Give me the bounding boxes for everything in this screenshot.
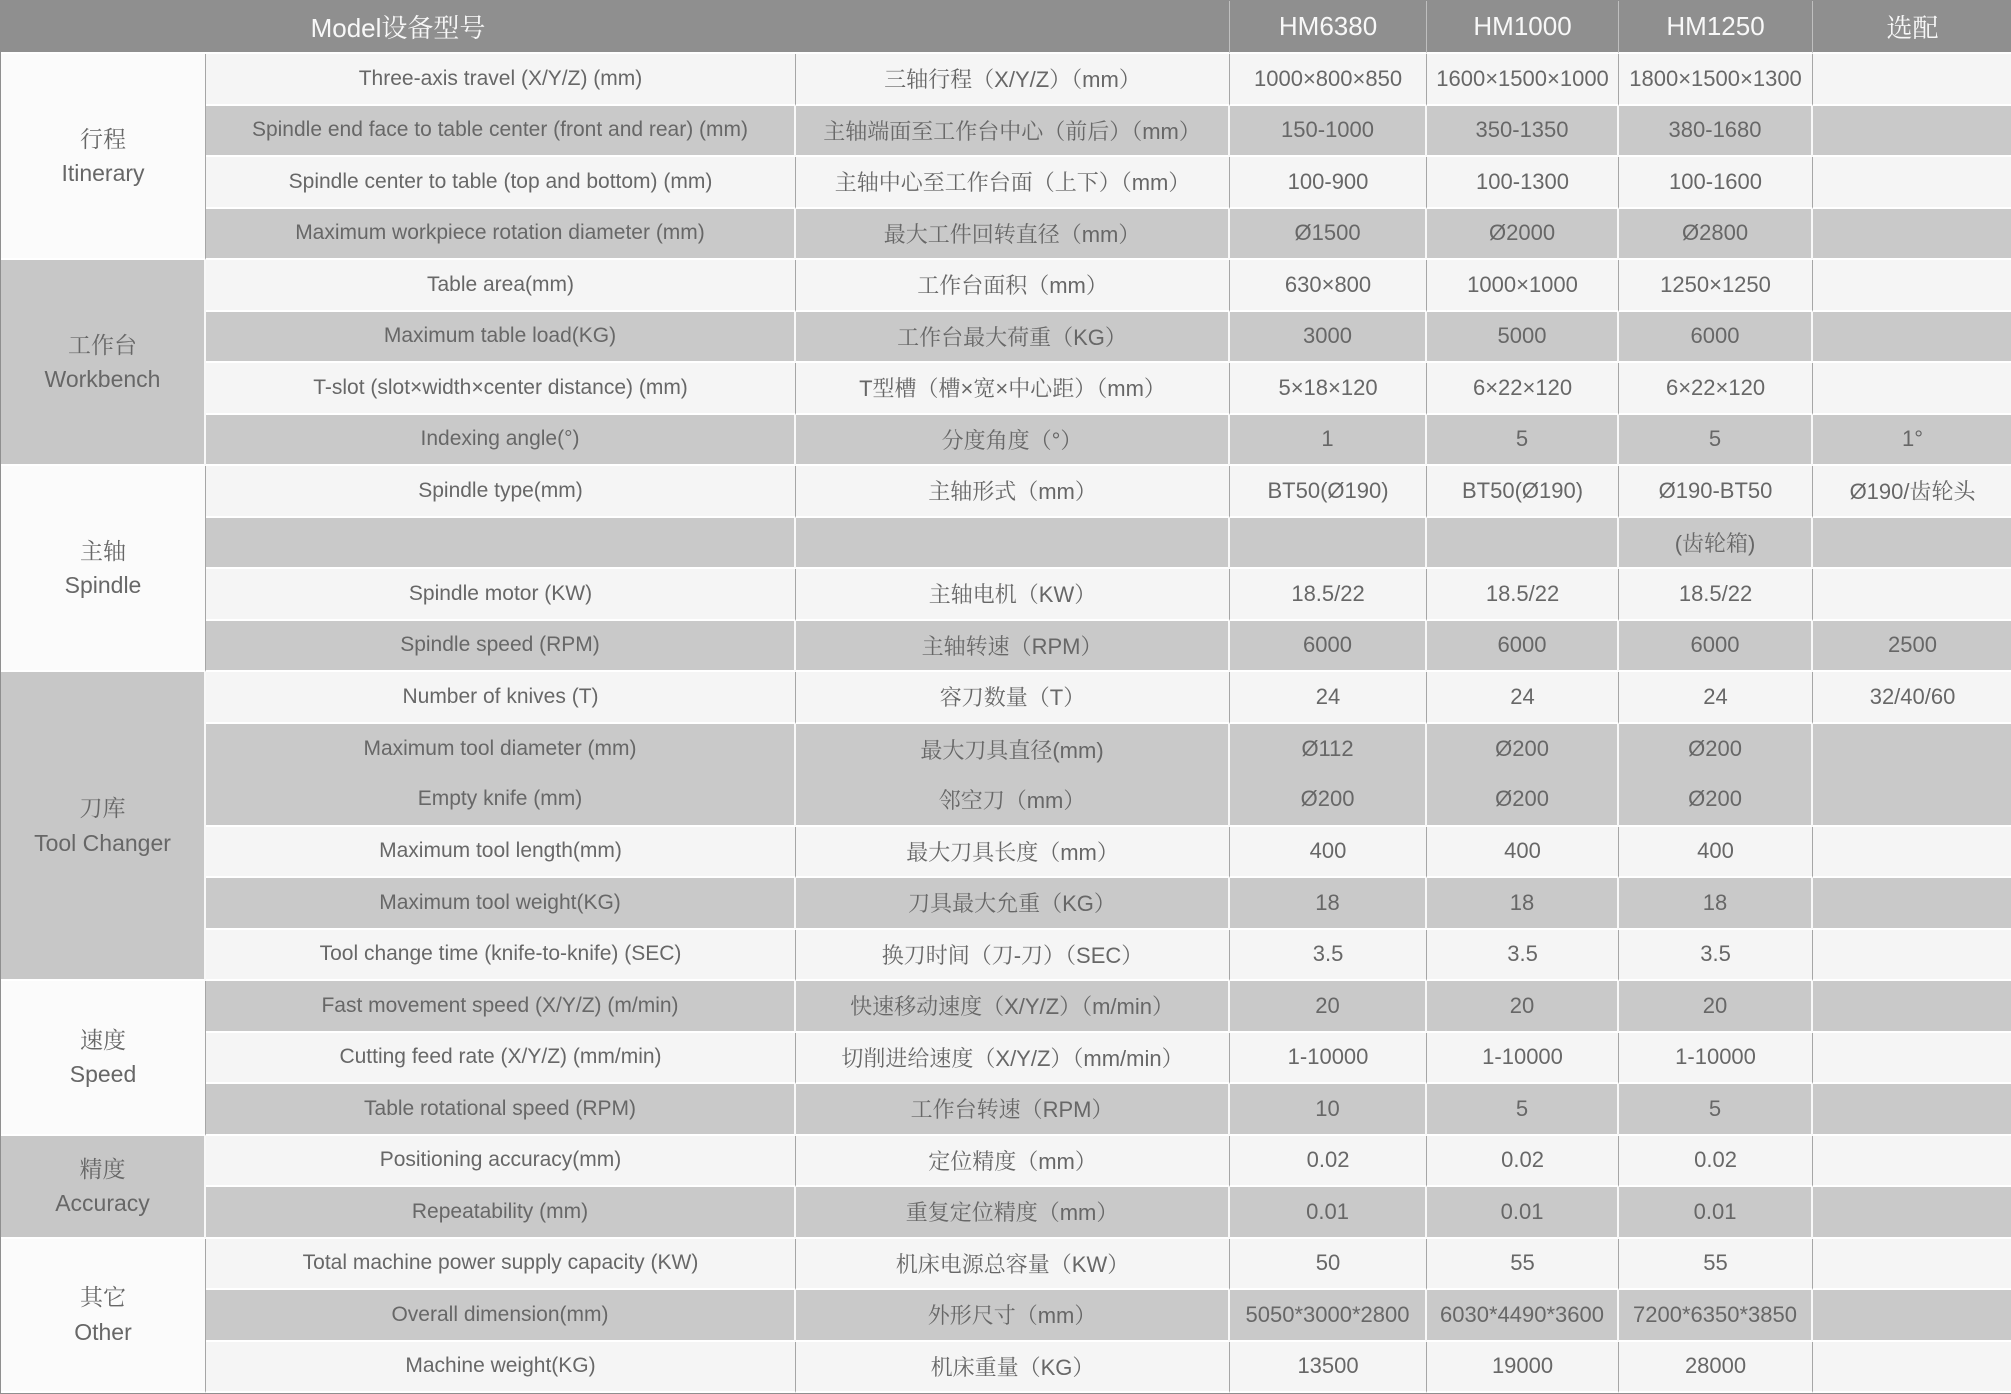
spec-name-zh: 主轴中心至工作台面（上下）（mm） — [796, 157, 1230, 209]
value-optional: 32/40/60 — [1813, 672, 2011, 724]
value-optional: 2500 — [1813, 621, 2011, 673]
value-hm1250: 24 — [1619, 672, 1813, 724]
header-row — [1, 1, 2011, 54]
value-hm6380: 24 — [1230, 672, 1427, 724]
value-hm6380: BT50(Ø190) — [1230, 466, 1427, 518]
value-hm1000: 24 — [1427, 672, 1619, 724]
spec-name-zh — [796, 724, 1230, 827]
value-hm1000: BT50(Ø190) — [1427, 466, 1619, 518]
spec-name-en: Maximum tool weight(KG) — [206, 878, 796, 930]
value-optional — [1813, 827, 2011, 879]
value-hm1000: 55 — [1427, 1239, 1619, 1291]
column-header-hm1250: HM1250 — [1619, 1, 1813, 54]
spec-row — [1, 827, 2011, 879]
value-hm6380: 0.01 — [1230, 1187, 1427, 1239]
value-hm1250: 7200*6350*3850 — [1619, 1290, 1813, 1342]
value-hm1000: Ø2000 — [1427, 209, 1619, 261]
value-optional — [1813, 54, 2011, 106]
value-hm6380: 20 — [1230, 981, 1427, 1033]
category-cell-other — [1, 1239, 206, 1394]
category-label-en: Spindle — [64, 572, 142, 598]
value-hm1250: 18.5/22 — [1619, 569, 1813, 621]
value-optional — [1813, 1290, 2011, 1342]
spec-row — [1, 363, 2011, 415]
category-label-en: Workbench — [44, 366, 161, 392]
category-label-zh: 行程 — [80, 125, 126, 152]
spec-name-en-line2: Empty knife (mm) — [417, 787, 583, 810]
value-hm6380: 10 — [1230, 1084, 1427, 1136]
category-label-zh: 其它 — [80, 1284, 126, 1311]
value-hm6380 — [1230, 518, 1427, 570]
spec-name-en: Overall dimension(mm) — [206, 1290, 796, 1342]
spec-name-zh: 工作台转速（RPM） — [796, 1084, 1230, 1136]
value-hm1250: 3.5 — [1619, 930, 1813, 982]
spec-row — [1, 260, 2011, 312]
spec-row — [1, 54, 2011, 106]
value-hm1250: Ø2800 — [1619, 209, 1813, 261]
spec-name-en: Table area(mm) — [206, 260, 796, 312]
value-hm6380: 13500 — [1230, 1342, 1427, 1394]
value-optional — [1813, 569, 2011, 621]
spec-name-zh: 容刀数量（T） — [796, 672, 1230, 724]
value-hm1000: 0.01 — [1427, 1187, 1619, 1239]
spec-row — [1, 1084, 2011, 1136]
value-hm6380: 1000×800×850 — [1230, 54, 1427, 106]
spec-name-en: Spindle motor (KW) — [206, 569, 796, 621]
category-cell-spindle — [1, 466, 206, 672]
spec-name-zh: 快速移动速度（X/Y/Z）（m/min） — [796, 981, 1230, 1033]
spec-name-en: Spindle end face to table center (front and rear) (mm) — [206, 106, 796, 158]
value-optional — [1813, 1342, 2011, 1394]
value-hm1000: 18.5/22 — [1427, 569, 1619, 621]
spec-row — [1, 1342, 2011, 1394]
category-label-en: Accuracy — [55, 1190, 150, 1216]
value-line1: Ø200 — [1495, 736, 1549, 761]
spec-name-zh: 主轴端面至工作台中心（前后）（mm） — [796, 106, 1230, 158]
column-header-hm1000: HM1000 — [1427, 1, 1619, 54]
spec-row — [1, 209, 2011, 261]
value-line1: Ø112 — [1301, 736, 1354, 761]
spec-name-zh: 机床重量（KG） — [796, 1342, 1230, 1394]
spec-name-en-line1: Maximum tool diameter (mm) — [363, 737, 637, 760]
value-optional: Ø190/齿轮头 — [1813, 466, 2011, 518]
spec-row — [1, 878, 2011, 930]
value-optional — [1813, 1187, 2011, 1239]
value-line2: Ø200 — [1495, 786, 1549, 811]
spec-name-en: Spindle center to table (top and bottom) (mm) — [206, 157, 796, 209]
spec-name-en — [206, 518, 796, 570]
spec-name-en: Fast movement speed (X/Y/Z) (m/min) — [206, 981, 796, 1033]
value-hm1000: 400 — [1427, 827, 1619, 879]
value-hm6380: Ø1500 — [1230, 209, 1427, 261]
spec-name-en: Maximum tool length(mm) — [206, 827, 796, 879]
value-hm1000: 1600×1500×1000 — [1427, 54, 1619, 106]
value-optional — [1813, 312, 2011, 364]
model-header-cell: Model设备型号 — [1, 1, 1230, 54]
value-hm6380: 5050*3000*2800 — [1230, 1290, 1427, 1342]
value-hm6380: 400 — [1230, 827, 1427, 879]
spec-name-en: Total machine power supply capacity (KW) — [206, 1239, 796, 1291]
spec-row — [1, 312, 2011, 364]
spec-row — [1, 415, 2011, 467]
spec-name-en — [206, 724, 796, 827]
spec-row — [1, 1033, 2011, 1085]
value-hm1250: 5 — [1619, 415, 1813, 467]
value-optional — [1813, 209, 2011, 261]
spec-row-double — [1, 724, 2011, 827]
spec-name-zh: T型槽（槽×宽×中心距）（mm） — [796, 363, 1230, 415]
value-hm1000: 350-1350 — [1427, 106, 1619, 158]
value-hm6380: 630×800 — [1230, 260, 1427, 312]
spec-row — [1, 1187, 2011, 1239]
category-label-en: Itinerary — [61, 160, 145, 186]
value-line2: Ø200 — [1688, 786, 1742, 811]
category-cell-speed — [1, 981, 206, 1136]
spec-name-zh: 切削进给速度（X/Y/Z）（mm/min） — [796, 1033, 1230, 1085]
category-label-zh: 主轴 — [80, 537, 126, 564]
spec-name-en: Repeatability (mm) — [206, 1187, 796, 1239]
spec-name-en: Maximum workpiece rotation diameter (mm) — [206, 209, 796, 261]
category-cell-itinerary — [1, 54, 206, 260]
value-hm1250: 6000 — [1619, 312, 1813, 364]
value-hm6380: 1 — [1230, 415, 1427, 467]
value-hm6380: 100-900 — [1230, 157, 1427, 209]
value-hm6380: 3000 — [1230, 312, 1427, 364]
value-hm1000 — [1427, 724, 1619, 827]
value-hm1250: 380-1680 — [1619, 106, 1813, 158]
category-label-en: Tool Changer — [34, 829, 171, 856]
spec-name-zh: 最大刀具长度（mm） — [796, 827, 1230, 879]
value-hm1000: 3.5 — [1427, 930, 1619, 982]
spec-row — [1, 672, 2011, 724]
spec-name-zh: 重复定位精度（mm） — [796, 1187, 1230, 1239]
spec-row — [1, 157, 2011, 209]
value-hm1250: 5 — [1619, 1084, 1813, 1136]
value-optional — [1813, 1084, 2011, 1136]
category-label-en: Other — [74, 1318, 132, 1345]
spec-name-zh: 主轴转速（RPM） — [796, 621, 1230, 673]
spec-row — [1, 466, 2011, 518]
value-hm1000: 0.02 — [1427, 1136, 1619, 1188]
value-hm6380: 18.5/22 — [1230, 569, 1427, 621]
value-hm1000: 5 — [1427, 1084, 1619, 1136]
value-hm1250: Ø190-BT50 — [1619, 466, 1813, 518]
value-hm6380: 50 — [1230, 1239, 1427, 1291]
spec-name-en: Indexing angle(°) — [206, 415, 796, 467]
value-hm1000: 20 — [1427, 981, 1619, 1033]
spec-row — [1, 930, 2011, 982]
value-optional — [1813, 106, 2011, 158]
value-hm1250 — [1619, 724, 1813, 827]
value-optional — [1813, 157, 2011, 209]
value-optional — [1813, 930, 2011, 982]
value-hm1000: 1000×1000 — [1427, 260, 1619, 312]
spec-name-zh: 工作台最大荷重（KG） — [796, 312, 1230, 364]
value-hm6380: 0.02 — [1230, 1136, 1427, 1188]
value-optional — [1813, 1136, 2011, 1188]
category-label-zh: 工作台 — [68, 331, 137, 358]
spec-name-en: Maximum table load(KG) — [206, 312, 796, 364]
value-hm1000: 100-1300 — [1427, 157, 1619, 209]
spec-name-zh: 主轴电机（KW） — [796, 569, 1230, 621]
column-header-hm6380: HM6380 — [1230, 1, 1427, 54]
spec-name-en: Positioning accuracy(mm) — [206, 1136, 796, 1188]
value-optional: 1° — [1813, 415, 2011, 467]
spec-name-zh: 分度角度（°） — [796, 415, 1230, 467]
spec-name-zh — [796, 518, 1230, 570]
value-hm1250: 18 — [1619, 878, 1813, 930]
spec-name-en: Three-axis travel (X/Y/Z) (mm) — [206, 54, 796, 106]
value-hm1250: 100-1600 — [1619, 157, 1813, 209]
value-optional — [1813, 981, 2011, 1033]
spec-name-en: Table rotational speed (RPM) — [206, 1084, 796, 1136]
value-hm1000: 18 — [1427, 878, 1619, 930]
category-cell-accuracy — [1, 1136, 206, 1239]
value-optional — [1813, 1033, 2011, 1085]
category-label-zh: 精度 — [79, 1155, 126, 1182]
spec-name-zh: 最大工件回转直径（mm） — [796, 209, 1230, 261]
value-hm1250: 0.02 — [1619, 1136, 1813, 1188]
value-hm1000: 19000 — [1427, 1342, 1619, 1394]
spec-name-zh: 工作台面积（mm） — [796, 260, 1230, 312]
value-line2: Ø200 — [1300, 786, 1355, 811]
value-hm1250: 20 — [1619, 981, 1813, 1033]
spec-name-en: Cutting feed rate (X/Y/Z) (mm/min) — [206, 1033, 796, 1085]
spec-name-en: Spindle speed (RPM) — [206, 621, 796, 673]
value-hm1000: 5000 — [1427, 312, 1619, 364]
spec-name-en: T-slot (slot×width×center distance) (mm) — [206, 363, 796, 415]
value-hm1250: 400 — [1619, 827, 1813, 879]
value-hm6380: 5×18×120 — [1230, 363, 1427, 415]
spec-row — [1, 569, 2011, 621]
category-cell-tool-changer — [1, 672, 206, 981]
spec-name-zh: 换刀时间（刀-刀）（SEC） — [796, 930, 1230, 982]
spec-name-en: Number of knives (T) — [206, 672, 796, 724]
category-cell-workbench — [1, 260, 206, 466]
value-optional — [1813, 1239, 2011, 1291]
value-hm1250: 1-10000 — [1619, 1033, 1813, 1085]
spec-name-zh: 三轴行程（X/Y/Z）（mm） — [796, 54, 1230, 106]
category-label-zh: 刀库 — [79, 795, 126, 821]
value-hm1000 — [1427, 518, 1619, 570]
spec-name-en: Spindle type(mm) — [206, 466, 796, 518]
value-hm1250: 0.01 — [1619, 1187, 1813, 1239]
spec-row — [1, 518, 2011, 570]
spec-name-zh-line2: 邻空刀（mm） — [938, 787, 1086, 813]
value-hm6380 — [1230, 724, 1427, 827]
value-hm1250: 1800×1500×1300 — [1619, 54, 1813, 106]
value-hm1250: 55 — [1619, 1239, 1813, 1291]
value-hm1000: 6×22×120 — [1427, 363, 1619, 415]
spec-row — [1, 106, 2011, 158]
value-hm1000: 6000 — [1427, 621, 1619, 673]
spec-row — [1, 1290, 2011, 1342]
value-hm1250: 1250×1250 — [1619, 260, 1813, 312]
category-label-zh: 速度 — [80, 1026, 126, 1053]
spec-name-en: Tool change time (knife-to-knife) (SEC) — [206, 930, 796, 982]
value-hm6380: 18 — [1230, 878, 1427, 930]
value-hm6380: 6000 — [1230, 621, 1427, 673]
value-hm6380: 1-10000 — [1230, 1033, 1427, 1085]
spec-name-zh-line1: 最大刀具直径(mm) — [920, 737, 1104, 763]
value-optional — [1813, 878, 2011, 930]
value-hm6380: 150-1000 — [1230, 106, 1427, 158]
value-optional — [1813, 260, 2011, 312]
column-header-optional: 选配 — [1813, 1, 2011, 54]
value-hm1000: 6030*4490*3600 — [1427, 1290, 1619, 1342]
spec-row — [1, 621, 2011, 673]
value-hm1000: 1-10000 — [1427, 1033, 1619, 1085]
spec-name-zh: 刀具最大允重（KG） — [796, 878, 1230, 930]
value-hm1250: (齿轮箱) — [1619, 518, 1813, 570]
spec-row — [1, 1239, 2011, 1291]
value-hm1250: 28000 — [1619, 1342, 1813, 1394]
value-optional — [1813, 518, 2011, 570]
value-hm1000: 5 — [1427, 415, 1619, 467]
spec-name-zh: 定位精度（mm） — [796, 1136, 1230, 1188]
spec-name-zh: 外形尺寸（mm） — [796, 1290, 1230, 1342]
value-optional — [1813, 363, 2011, 415]
spec-name-en: Machine weight(KG) — [206, 1342, 796, 1394]
value-hm1250: 6×22×120 — [1619, 363, 1813, 415]
value-hm1250: 6000 — [1619, 621, 1813, 673]
spec-name-zh: 机床电源总容量（KW） — [796, 1239, 1230, 1291]
spec-name-zh: 主轴形式（mm） — [796, 466, 1230, 518]
spec-row — [1, 981, 2011, 1033]
value-line1: Ø200 — [1688, 736, 1742, 761]
value-optional — [1813, 724, 2011, 827]
spec-row — [1, 1136, 2011, 1188]
category-label-en: Speed — [69, 1061, 137, 1088]
value-hm6380: 3.5 — [1230, 930, 1427, 982]
